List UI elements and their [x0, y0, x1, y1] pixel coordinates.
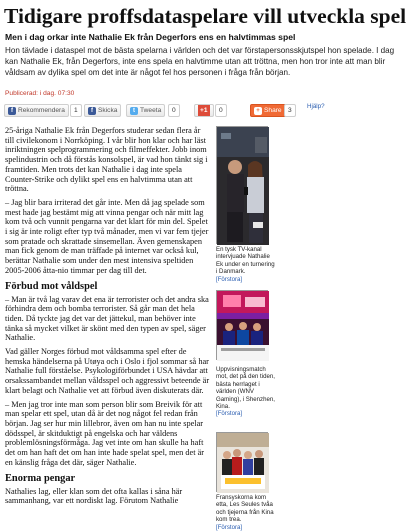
body-paragraph: Nathalies lag, eller klan som det ofta kallas i såna här sammanhang, var ett nordiskt lag. Förutom Nathalie — [5, 486, 183, 506]
photo-caption — [216, 494, 276, 531]
caption-text: En tysk TV-kanal intervjuade Nathalie Ek under en turnering i Danmark. — [216, 246, 275, 276]
podium-image — [217, 433, 269, 493]
share-button[interactable] — [250, 104, 286, 117]
facebook-icon: f — [8, 107, 16, 115]
tv-interview-image — [217, 127, 269, 245]
enlarge-link[interactable]: [Förstora] — [216, 275, 243, 283]
share-label: Share — [264, 107, 282, 114]
tweet-count: 0 — [168, 104, 180, 117]
share-count: 3 — [284, 104, 296, 117]
body-paragraph: Vad gäller Norges förbud mot våldsamma spel efter de hemska händelserna på Utøya och i Oslo i fjol sommar så har Nathalie full förståelse. Psykologiförbundet i USA hävdar att orsakssambandet mellan våldsspel och aggressivt beteende är klart belagt och Nathalie vet att förbud även diskuterats där. — [5, 347, 210, 395]
article-deck: Men i dag orkar inte Nathalie Ek från Degerfors ens en halvtimmas spel — [5, 32, 296, 42]
caption-text: Uppvisningsmatch mot, det på den tiden, bästa herrlaget i världen (WNV Gaming), i Shenzhen, Kina. — [216, 366, 275, 411]
recommend-button[interactable] — [4, 104, 69, 117]
section-heading: Enorma pengar — [5, 472, 76, 484]
photo-tv-interview[interactable] — [216, 126, 268, 244]
body-paragraph: – Jag blir bara irriterad det går inte. Men då jag spelade som mest hade jag bestämt mig att vinna pengar och när mitt lag kom två och vunnit pengarna var det klart för min del. Spelet i sig är inte roligt efter typ två månader, men vi var fem tjejer som pratade och skrattade sinsemellan. Även gemenskapen man fick genom de man träffade på internet var också kul, berättar Nathalie som under den mest intensiva speltiden 2005-2006 åtta-nio timmar per dag till det. — [5, 197, 209, 275]
send-label: Skicka — [98, 107, 118, 114]
caption-text: Fransyskorna kom etta, Les Seules tvåa och tjejerna från Kina kom trea. — [216, 494, 274, 524]
article-lead: Hon tävlade i dataspel mot de bästa spelarna i världen och det var förstapersonsskjutspel hon spelade. I dag kan Nathalie Ek, från Degerfors, inte ens spela en halvtimme utan att tröttna, men hon tror inte att man blir våldsam av dylika spel om det inte är något fel hos personen i fråga från början. — [5, 46, 395, 77]
share-bar — [4, 102, 396, 118]
photo-exhibition-match[interactable] — [216, 290, 268, 360]
tweet-label: Tweeta — [140, 107, 162, 114]
exhibition-match-image — [217, 291, 269, 361]
published-timestamp: Publicerad: i dag. 07:30 — [5, 90, 75, 97]
article-body — [5, 126, 210, 510]
gplus-count: 0 — [215, 104, 227, 117]
photo-podium[interactable] — [216, 432, 268, 492]
article-headline: Tidigare proffsdataspelare vill utveckla spel — [4, 4, 406, 28]
help-link[interactable]: Hjälp? — [307, 103, 325, 110]
send-button[interactable] — [84, 104, 121, 117]
gplus-button[interactable] — [194, 104, 214, 117]
photo-caption — [216, 366, 276, 418]
body-paragraph: – Man är två lag varav det ena är terrorister och det andra ska förhindra dem och bomba terrorister. Så går man det hela tiden. Då tyckte jag det var det jättekul, man behöver inte tänka så mycket vilket är skönt med den typen av spel, säger Nathalie. — [5, 294, 209, 343]
photo-caption — [216, 246, 276, 283]
recommend-label: Rekommendera — [18, 107, 65, 114]
body-paragraph: 25-åriga Nathalie Ek från Degerfors studerar sedan flera år till civilekonom i Norrköping. I vår blir hon klar och har läst inriktningen spelprogrammering och filmeffekter. Jobb inom spelindustrin och då förstås konsolspel, är vad hon tänkt sig i framtiden. Men trots det kan Nathalie i dag inte spela Counter-Strike och dylikt spel ens en halvtimma utan att tröttna. — [5, 126, 208, 194]
facebook-icon: f — [88, 107, 96, 115]
share-plus-icon: + — [254, 107, 262, 115]
recommend-count: 1 — [70, 104, 82, 117]
section-heading: Förbud mot våldspel — [5, 280, 98, 292]
tweet-button[interactable] — [126, 104, 165, 117]
enlarge-link[interactable]: [Förstora] — [216, 523, 243, 531]
twitter-icon: t — [130, 107, 138, 115]
enlarge-link[interactable]: [Förstora] — [216, 410, 243, 418]
gplus-label: +1 — [200, 107, 208, 114]
body-paragraph: – Men jag tror inte man som person blir som Breivik för att man spelar ett spel, utan då är det nog något fel redan från början. Jag ser hur min lillebror, även om han nu inte spelar dödsspel, är skitduktigt på engelska och har väldens problemlösningsförmåga. Jag vet inte om han skulle ha haft det om han haft det om han inte hade spelat spel, men det är en känslig fråga det där, säger Nathalie. — [5, 399, 205, 467]
